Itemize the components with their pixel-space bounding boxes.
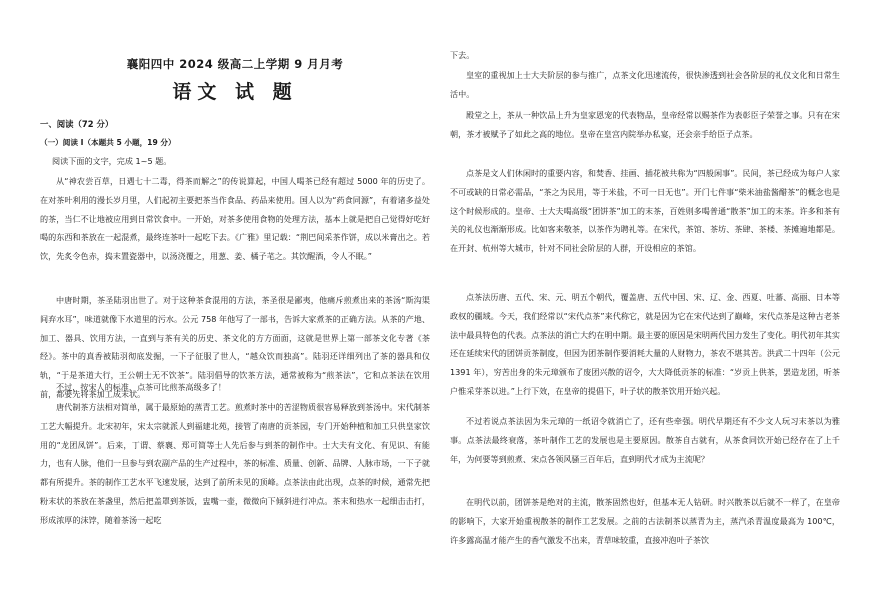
paragraph: 不过，按宋人的标准，点茶可比煎茶高级多了！ bbox=[56, 382, 226, 392]
paragraph: 殿堂之上，茶从一种饮品上升为皇家恩宠的代表物品，皇帝经常以赐茶作为表彰臣子荣誉之事。只有在宋朝，茶才被赋予了如此之高的地位。皇帝在皇宫内院举办私宴，还会亲手给臣子点茶。 bbox=[450, 110, 840, 139]
school-exam-line: 襄阳四中 2024 级高二上学期 9 月月考 bbox=[126, 57, 344, 71]
paragraph: 在明代以前，团饼茶是绝对的主流，散茶固然也好，但基本无人钻研。时兴散茶以后就不一样了，在皇帝的影响下，大家开始重视散茶的制作工艺发展。之前的古法制茶以蒸青为主，蒸汽杀青温度最高为 100℃，许多露高温才能产生的香气激发不出来，青草味较重，直接冲泡叶子茶饮 bbox=[450, 497, 840, 545]
paragraph: 中唐时期，茶圣陆羽出世了。对于这种茶食混用的方法，茶圣很是鄙夷，他痛斥煎煮出来的茶汤“斯沟渠间弃水耳”，味道就像下水道里的污水。公元 758 年他写了一部书，告诉大家煮茶的正确方法。从茶的产地、加工、器具、饮用方法，一直到与茶有关的历史、茶文化的方方面面，这就是世界上第一部茶文化专著《茶经》。茶中的真香被陆羽彻底发掘，一下子征服了世人，“越众饮而独高”。陆羽还详细列出了茶的器具和仪轨，“于是茶道大行，王公朝士无不饮茶”。陆羽倡导的饮茶方法，通常被称为“煎茶法”，它和点茶法在饮用前，都要先将茶加工成末状。 bbox=[40, 295, 430, 399]
paragraph: 从“神农尝百草，日遇七十二毒，得茶而解之”的传说算起，中国人喝茶已经有超过 5000 年的历史了。在对茶叶利用的漫长岁月里，人们起初主要把茶当作食品、药品来使用。国人以为“药食同源”，有着诸多益处的茶，当仁不让地被应用到日常饮食中。一开始，对茶多使用食物的处理方法，基本上就是把自己觉得好吃好喝的东西和茶放在一起混煮，最终连茶叶一起吃下去。《广雅》里记载：“荆巴间采茶作饼，成以米膏出之。若饮，先炙令色赤，捣末置瓷器中，以汤浇覆之，用葱、姜、橘子芼之。其饮醒酒，令人不眠。” bbox=[40, 176, 430, 262]
instruction-text: 阅读下面的文字，完成 1~5 题。 bbox=[52, 156, 172, 166]
paragraph: 皇室的重视加上士大夫阶层的参与推广，点茶文化迅速流传，很快渗透到社会各阶层的礼仪文化和日常生活中。 bbox=[450, 70, 840, 99]
paragraph: 下去。 bbox=[450, 50, 475, 60]
page-title: 语文 试 题 bbox=[172, 81, 298, 103]
paragraph: 唐代制茶方法相对简单，属于最原始的蒸青工艺。煎煮时茶中的苦涩物质很容易释放到茶汤中。宋代制茶工艺大幅提升。北宋初年，宋太宗就派人到福建北苑，接管了南唐的贡茶园，专门开始种植和加工只供皇家饮用的“龙团凤饼”。后来，丁谓、蔡襄、郑可简等士人先后参与到茶的制作中。士大夫有文化、有见识、有能力，也有人脉，他们一旦参与到农副产品的生产过程中，茶的标准、质量、创新、品牌、人脉市场，一下子就都有所提升。茶的制作工艺水平飞速发展，达到了前所未见的顶峰。点茶法由此出现，点茶的时候，通常先把粉末状的茶放在茶盏里，然后把盖罩到茶饭，盅嘴一壶，微微向下倾斜进行冲点。茶末和热水一起细击击打，形成浓厚的沫饽，随着茶汤一起吃 bbox=[40, 402, 430, 525]
section-heading: 一、阅读（72 分） bbox=[40, 119, 114, 129]
paragraph: 点茶法历唐、五代、宋、元、明五个朝代，覆盖唐、五代中国、宋、辽、金、西夏、吐蕃、高丽、日本等政权的疆域。今天，我们经常以“宋代点茶”来代称它，就是因为它在宋代达到了巅峰，宋代点茶是这种古老茶法中最具特色的代表。点茶法的消亡大约在明中期。最主要的原因是宋明两代国力发生了变化。明代初年其实还在延续宋代的团饼贡茶制度，但因为团茶制作要消耗大量的人财物力，茶农不堪其苦。洪武二十四年（公元 1391 年），穷苦出身的朱元璋颁布了废团兴散的诏令，大大降低贡茶的标准：“岁贡上供茶，罢造龙团，听茶户惟采芽茶以进。”上行下效，在皇帝的提倡下，叶子状的散茶饮用开始兴起。 bbox=[450, 292, 840, 396]
section-subheading: （一）阅读 I（本题共 5 小题，19 分） bbox=[40, 138, 176, 147]
paragraph: 点茶是文人们休闲时的重要内容，和焚香、挂画、插花被共称为“四般闲事”。民间，茶已经成为每户人家不可或缺的日常必需品，“茶之为民用，等于米盐，不可一日无也”。开门七件事“柴米油盐酱醋茶”的概念也是这个时候形成的。皇帝、士大夫喝高级“团饼茶”加工的末茶，百姓则多喝普通“散茶”加工的末茶。许多和茶有关的礼仪也渐渐形成。比如客来敬茶，以茶作为聘礼等。在宋代，茶馆、茶坊、茶肆、茶楼、茶摊遍地都是。在开封、杭州等大城市，针对不同社会阶层的人群，开设相应的茶馆。 bbox=[450, 168, 840, 254]
paragraph: 不过若说点茶法因为朱元璋的一纸诏令就消亡了，还有些牵强。明代早期还有不少文人玩习末茶以为雅事。点茶法最终衰落，茶叶制作工艺的发展也是主要原因。散茶自古就有，从茶食同饮开始已经存在了上千年，为何要等到煎煮、宋点各领风骚三百年后，直到明代才成为主流呢？ bbox=[450, 416, 840, 464]
